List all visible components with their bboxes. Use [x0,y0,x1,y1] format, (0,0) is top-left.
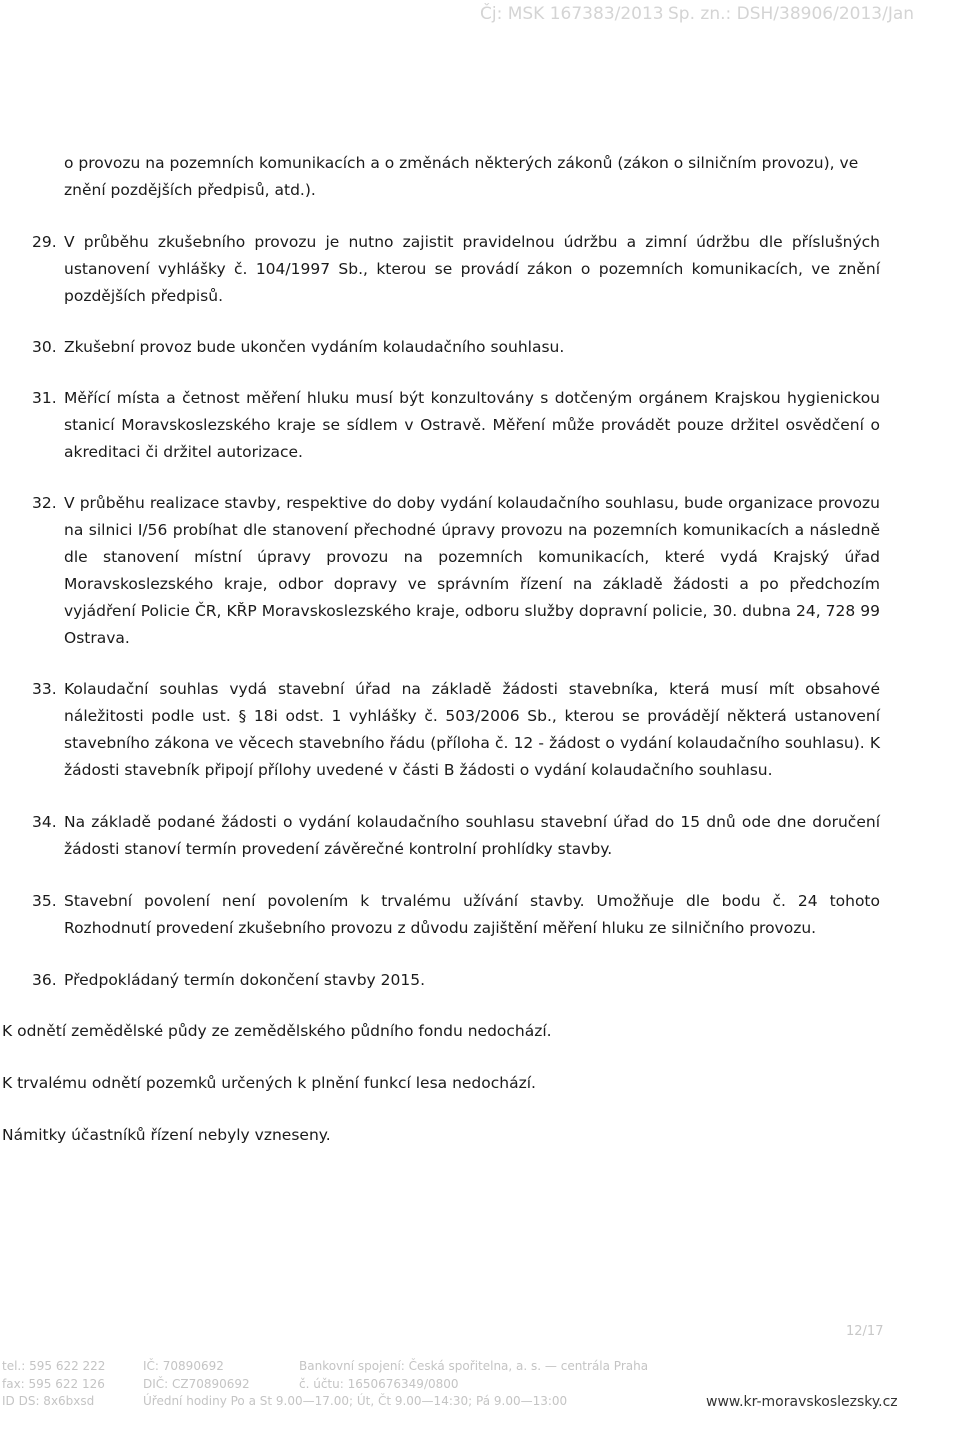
item-text: Zkušební provoz bude ukončen vydáním kolaudačního souhlasu. [64,338,565,356]
item-number: 32. [32,494,57,512]
list-item-33 [32,676,880,784]
footer-data-box: ID DS: 8x6bxsd [2,1394,95,1408]
intro-line-1: o provozu na pozemních komunikacích a o změnách některých zákonů (zákon o silničním provozu), ve [64,154,859,172]
footer-bank: Bankovní spojení: Česká spořitelna, a. s. — centrála Praha [299,1359,649,1373]
agricultural-land-statement: K odnětí zemědělské půdy ze zemědělského půdního fondu nedochází. [2,1022,552,1040]
page-footer [0,1358,960,1418]
list-item-31 [32,385,880,466]
list-item-35 [32,888,880,942]
document-body [0,150,960,1149]
footer-dic: DIČ: CZ70890692 [143,1376,250,1391]
footer-account: č. účtu: 1650676349/0800 [299,1376,459,1391]
footer-website-link[interactable]: www.kr-moravskoslezsky.cz [706,1394,898,1410]
item-text: Stavební povolení není povolením k trvalému užívání stavby. Umožňuje dle bodu č. 24 tohoto Rozhodnutí provedení zkušebního provozu z důvodu zajištění měření hluku ze silničního provozu. [64,892,880,937]
footer-office-hours: Úřední hodiny Po a St 9.00—17.00; Út, Čt 9.00—14:30; Pá 9.00—13:00 [143,1394,568,1408]
item-text: Na základě podané žádosti o vydání kolaudačního souhlasu stavební úřad do 15 dnů ode dne doručení žádosti stanoví termín provedení závěrečné kontrolní prohlídky stavby. [64,813,880,858]
list-item-34 [32,809,880,863]
item-number: 33. [32,680,57,698]
item-number: 30. [32,338,57,356]
intro-line-2: znění pozdějších předpisů, atd.). [64,181,316,199]
page-number: 12/17 [846,1324,884,1339]
intro-continuation [64,150,880,204]
list-item-29 [32,229,880,310]
case-number: Čj: MSK 167383/2013 [480,4,664,24]
item-number: 35. [32,892,57,910]
item-number: 29. [32,233,57,251]
item-number: 36. [32,971,57,989]
document-reference-header [0,2,960,30]
footer-fax: fax: 595 622 126 [2,1376,105,1391]
item-number: 34. [32,813,57,831]
item-number: 31. [32,389,57,407]
item-text: V průběhu realizace stavby, respektive do doby vydání kolaudačního souhlasu, bude organizace provozu na silnici I/56 probíhat dle stanovení přechodné úpravy provozu na pozemních komunikacích a následně dle stanovení místní úpravy provozu na pozemních komunikacích, které vydá Krajský úřad Moravskoslezského kraje, odbor dopravy ve správním řízení na základě žádosti a po předchozím vyjádření Policie ČR, KŘP Moravskoslezského kraje, odboru služby dopravní policie, 30. dubna 24, 728 99 Ostrava. [64,494,880,647]
list-item-36 [32,967,880,994]
footer-phone: tel.: 595 622 222 [2,1359,106,1373]
item-text: Předpokládaný termín dokončení stavby 2015. [64,971,426,989]
file-mark: Sp. zn.: DSH/38906/2013/Jan [668,4,915,24]
item-text: Kolaudační souhlas vydá stavební úřad na základě žádosti stavebníka, která musí mít obsahové náležitosti podle ust. § 18i odst. 1 vyhlášky č. 503/2006 Sb., kterou se provádějí některá ustanovení stavebního zákona ve věcech stavebního řádu (příloha č. 12 - žádost o vydání kolaudačního souhlasu). K žádosti stavebník připojí přílohy uvedené v části B žádosti o vydání kolaudačního souhlasu. [64,680,880,779]
item-text: Měřící místa a četnost měření hluku musí být konzultovány s dotčeným orgánem Krajskou hygienickou stanicí Moravskoslezského kraje se sídlem v Ostravě. Měření může provádět pouze držitel osvědčení o akreditaci či držitel autorizace. [64,389,880,461]
list-item-32 [32,490,880,652]
forest-land-statement: K trvalému odnětí pozemků určených k plnění funkcí lesa nedochází. [2,1074,536,1092]
footer-ico: IČ: 70890692 [143,1359,224,1373]
footer-contact-column [2,1358,105,1411]
footer-bank-column [299,1358,648,1393]
list-item-30 [32,334,880,361]
objections-statement: Námitky účastníků řízení nebyly vzneseny. [2,1126,331,1144]
item-text: V průběhu zkušebního provozu je nutno zajistit pravidelnou údržbu a zimní údržbu dle příslušných ustanovení vyhlášky č. 104/1997 Sb., kterou se provádí zákon o pozemních komunikacích, ve znění pozdějších předpisů. [64,233,880,305]
